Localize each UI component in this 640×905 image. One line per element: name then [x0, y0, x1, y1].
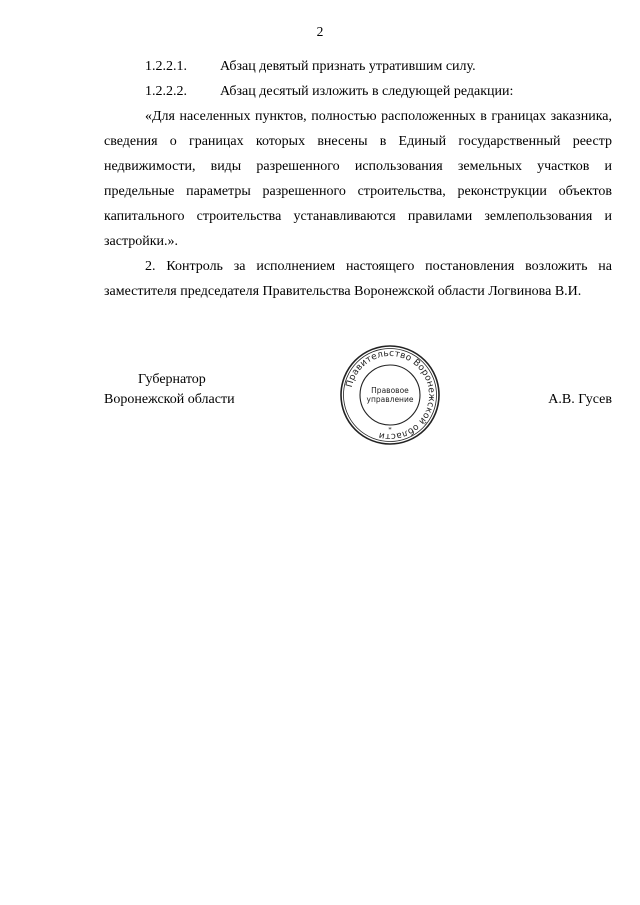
document-body	[104, 54, 612, 304]
signatory-title	[104, 370, 235, 410]
item-text: Абзац десятый изложить в следующей редакции:	[220, 84, 514, 99]
signatory-name: А.В. Гусев	[548, 392, 612, 407]
list-item	[104, 79, 612, 104]
svg-text:*: *	[388, 426, 392, 434]
control-paragraph: 2. Контроль за исполнением настоящего постановления возложить на заместителя председателя Правительства Воронежской области Логвинова В.И.	[104, 259, 612, 299]
stamp-ring-text: Правительство Воронежской области	[344, 348, 437, 442]
signatory-title-line1: Губернатор	[138, 372, 206, 387]
stamp-center-line1: Правовое	[371, 386, 409, 395]
item-text: Абзац девятый признать утратившим силу.	[220, 59, 476, 74]
item-number: 1.2.2.2.	[145, 84, 187, 99]
list-item	[104, 54, 612, 79]
quoted-paragraph: «Для населенных пунктов, полностью расположенных в границах заказника, сведения о границах которых внесены в Единый государственный реестр недвижимости, виды разрешенного использования земельных участков и предельные параметры разрешенного строительства, реконструкции объектов капитального строительства устанавливаются правилами землепользования и застройки.».	[104, 109, 612, 249]
official-stamp-icon	[339, 344, 441, 446]
signatory-title-line2: Воронежской области	[104, 392, 235, 407]
item-number: 1.2.2.1.	[145, 59, 187, 74]
stamp-center-line2: управление	[366, 395, 414, 404]
page-number: 2	[316, 24, 324, 39]
